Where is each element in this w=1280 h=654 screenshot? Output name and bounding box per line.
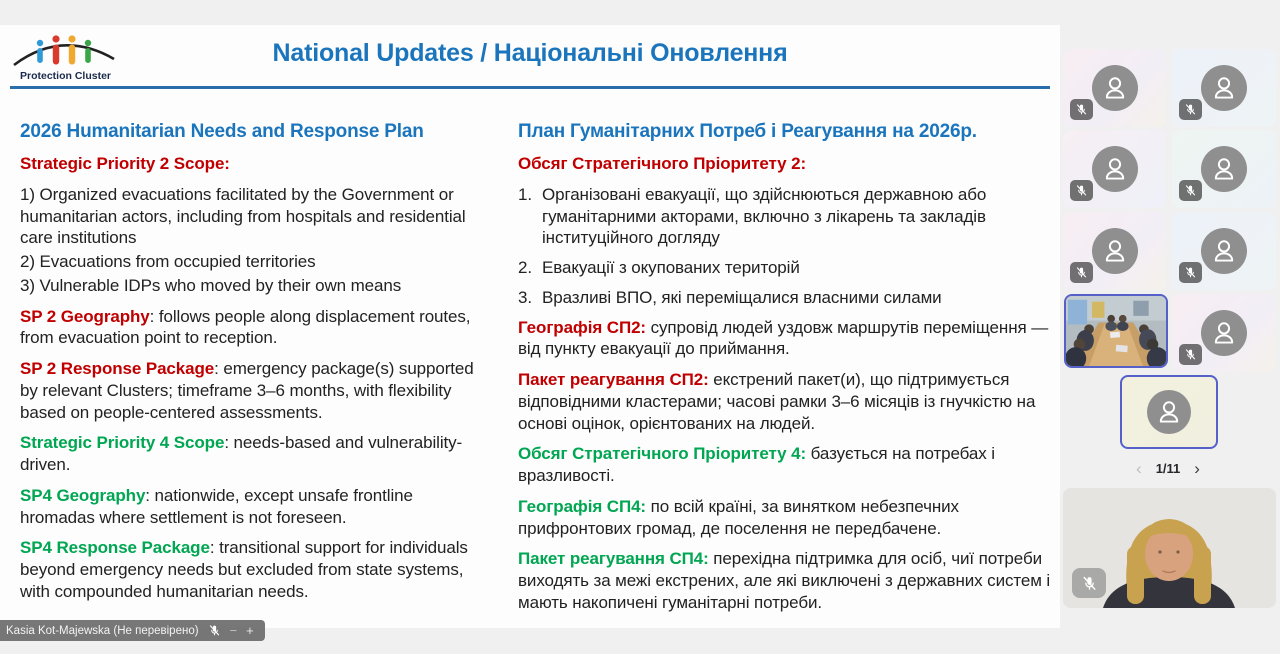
slide-paragraph	[518, 317, 1052, 361]
section-label: SP 2 Geography	[20, 306, 150, 326]
slide-paragraph	[20, 432, 488, 476]
section-label: Strategic Priority 4 Scope	[20, 433, 225, 453]
mic-muted-badge	[1179, 180, 1202, 201]
mic-muted-icon	[208, 624, 221, 637]
slide-paragraph	[518, 548, 1052, 613]
section-text: : follows people along displacement routes, from evacuation point to reception.	[20, 306, 471, 348]
conference-room-video	[1066, 296, 1166, 366]
mic-muted-icon	[1075, 103, 1088, 116]
person-avatar-icon	[1207, 152, 1241, 186]
item-text: Евакуації з окупованих територій	[542, 258, 800, 277]
section-label: Обсяг Стратегічного Пріоритету 2:	[518, 154, 807, 173]
slide-title: National Updates / Національні Оновлення	[272, 39, 788, 67]
person-avatar-icon	[1207, 316, 1241, 350]
zoom-in-button[interactable]: +	[246, 623, 254, 638]
presenter-name-tag	[0, 620, 265, 641]
mic-muted-icon	[1075, 184, 1088, 197]
slide-paragraph: 1) Organized evacuations facilitated by the Government or humanitarian actors, including from hospitals and residential care institutions	[20, 184, 466, 248]
zoom-out-button[interactable]: −	[229, 623, 238, 638]
section-label: Strategic Priority 2 Scope:	[20, 154, 230, 173]
slide-paragraph	[518, 153, 1052, 175]
mic-muted-badge	[1070, 262, 1093, 283]
section-text: : nationwide, except unsafe frontline hromadas where settlement is not foreseen.	[20, 485, 413, 527]
section-text: по всій країні, за винятком небезпечних прифронтових громад, де поселення не передбачене.	[518, 496, 959, 538]
item-text: Вразливі ВПО, які переміщалися власними силами	[542, 287, 942, 307]
participant-video-conference-room[interactable]	[1064, 294, 1168, 368]
participant-tile-selected[interactable]	[1120, 375, 1218, 449]
slide-column-ukrainian	[518, 121, 1052, 623]
item-text: Організовані евакуації, що здійснюються державною або гуманітарними акторами, включно з лікарень та закладів інституційного догляду	[542, 184, 987, 248]
mic-muted-icon	[1081, 575, 1098, 592]
section-text: базується на потребах і вразливості.	[518, 444, 995, 485]
logo-text: Protection Cluster	[20, 70, 112, 82]
section-text: супровід людей уздовж маршрутів переміщення — від пункту евакуації до приймання.	[518, 317, 1049, 359]
slide-paragraph: 2) Evacuations from occupied territories	[20, 252, 316, 271]
mic-muted-icon	[1184, 184, 1197, 197]
participant-tile[interactable]	[1063, 130, 1166, 208]
mic-muted-icon	[1075, 266, 1088, 279]
mic-muted-badge	[1070, 99, 1093, 120]
participant-tile[interactable]	[1063, 212, 1166, 290]
slide-paragraph	[20, 485, 488, 529]
gallery-pagination	[1108, 458, 1228, 478]
person-avatar-icon	[1098, 152, 1132, 186]
shared-screen-slide	[0, 25, 1060, 628]
section-label: SP4 Response Package	[20, 538, 210, 558]
speaker-video-tile[interactable]	[1063, 488, 1276, 608]
section-text: : needs-based and vulnerability-driven.	[20, 433, 463, 474]
participant-tile[interactable]	[1063, 49, 1166, 127]
mic-muted-icon	[1184, 103, 1197, 116]
participant-tile[interactable]	[1172, 294, 1276, 372]
next-page-button[interactable]: ›	[1194, 458, 1200, 478]
mic-muted-badge	[1070, 180, 1093, 201]
slide-header	[10, 25, 1050, 89]
mic-muted-badge	[1179, 99, 1202, 120]
participant-tile[interactable]	[1172, 49, 1276, 127]
slide-paragraph: 3) Vulnerable IDPs who moved by their own means	[20, 275, 402, 295]
section-label: Обсяг Стратегічного Пріоритету 4:	[518, 444, 807, 464]
person-avatar-icon	[1207, 71, 1241, 105]
section-text: : transitional support for individuals beyond emergency needs but excluded from state systems, with compounded humanitarian needs.	[20, 538, 468, 601]
right-column-heading: План Гуманітарних Потреб і Реагування на 2026р.	[518, 121, 977, 142]
section-text: екстрений пакет(и), що підтримується відповідними кластерами; часові рамки 3–6 місяців із гнучкістю на основі оцінок, орієнтованих на людей.	[518, 370, 1036, 433]
slide-paragraph	[20, 358, 488, 423]
section-label: Географія СП4:	[518, 496, 646, 516]
slide-paragraph	[20, 153, 488, 175]
prev-page-button[interactable]: ‹	[1136, 458, 1142, 478]
slide-paragraph	[20, 537, 488, 602]
participant-tile[interactable]	[1172, 130, 1276, 208]
numbered-item	[518, 287, 1052, 309]
section-text: перехідна підтримка для осіб, чиї потреби виходять за межі екстрених, але які виключені з державних систем і мають накопичені гуманітарні потреби.	[518, 549, 1051, 612]
numbered-item	[518, 257, 1052, 279]
section-label: SP4 Geography	[20, 485, 146, 505]
person-avatar-icon	[1098, 71, 1132, 105]
section-label: SP 2 Response Package	[20, 359, 215, 378]
participant-tile[interactable]	[1172, 212, 1276, 290]
item-number: 2.	[518, 258, 532, 277]
mic-muted-badge	[1072, 568, 1106, 598]
person-avatar-icon	[1098, 234, 1132, 268]
page-indicator: 1/11	[1155, 460, 1181, 476]
mic-muted-icon	[1184, 266, 1197, 279]
slide-paragraph	[20, 306, 488, 350]
section-label: Географія СП2:	[518, 317, 646, 337]
slide-paragraph	[518, 369, 1052, 434]
slide-paragraph	[518, 496, 1052, 540]
slide-paragraph	[518, 443, 1052, 487]
section-label: Пакет реагування СП4:	[518, 549, 709, 569]
mic-muted-badge	[1179, 344, 1202, 365]
item-number: 1.	[518, 184, 532, 204]
left-column-heading: 2026 Humanitarian Needs and Response Plan	[20, 121, 424, 142]
numbered-item	[518, 184, 1052, 249]
avatar	[1122, 377, 1216, 447]
presenter-name: Kasia Kot-Majewska (Не перевірено)	[6, 624, 199, 637]
person-avatar-icon	[1207, 234, 1241, 268]
section-text: : emergency package(s) supported by relevant Clusters; timeframe 3–6 months, with flexibility based on people-centered assessments.	[20, 359, 474, 422]
mic-muted-badge	[1179, 262, 1202, 283]
mic-muted-icon	[1184, 348, 1197, 361]
section-label: Пакет реагування СП2:	[518, 370, 709, 389]
person-avatar-icon	[1152, 395, 1186, 429]
item-number: 3.	[518, 287, 532, 307]
slide-column-english	[20, 121, 488, 612]
